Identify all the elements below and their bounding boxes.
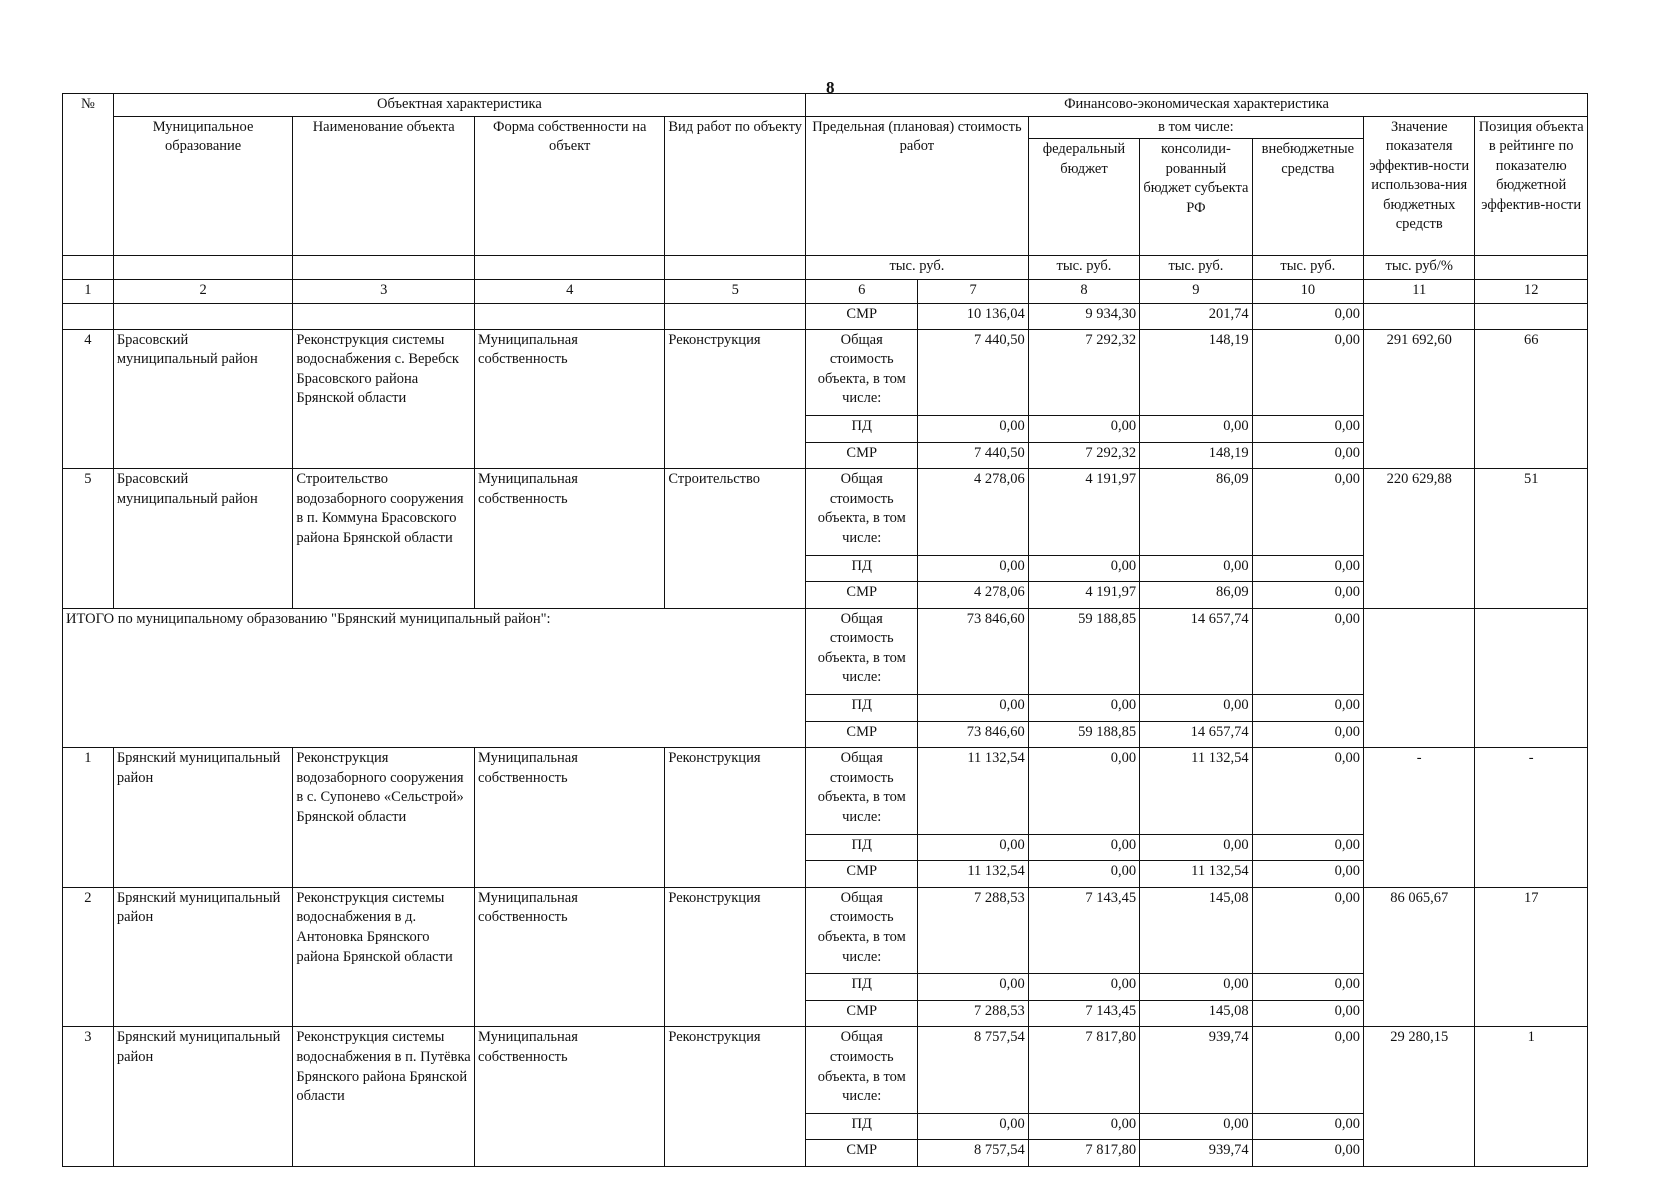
offbudget-value: 0,00 [1252, 695, 1363, 722]
municipality: Брянский муниципальный район [113, 1027, 293, 1167]
header-regional: консолиди-рованный бюджет субъекта РФ [1140, 139, 1252, 256]
col-num: 3 [293, 280, 475, 304]
offbudget-value: 0,00 [1252, 555, 1363, 582]
cost-value: 7 288,53 [918, 887, 1028, 973]
federal-value: 0,00 [1028, 748, 1139, 834]
rating-value: 17 [1475, 887, 1588, 1027]
municipality: Брасовский муниципальный район [113, 329, 293, 469]
offbudget-value: 0,00 [1252, 1000, 1363, 1027]
col-num: 2 [113, 280, 293, 304]
work-type: Реконструкция [665, 887, 806, 1027]
kind-label: СМР [806, 582, 918, 609]
offbudget-value: 0,00 [1252, 608, 1363, 694]
work-type: Реконструкция [665, 748, 806, 888]
header-work-type: Вид работ по объекту [665, 116, 806, 256]
regional-value: 201,74 [1140, 304, 1252, 330]
object-number: 4 [63, 329, 114, 469]
empty-cell [113, 304, 293, 330]
cost-value: 7 440,50 [918, 329, 1028, 415]
offbudget-value: 0,00 [1252, 1113, 1363, 1140]
regional-value: 939,74 [1140, 1140, 1252, 1167]
object-row [63, 748, 1588, 834]
efficiency-value: 220 629,88 [1364, 469, 1475, 609]
offbudget-value: 0,00 [1252, 721, 1363, 748]
kind-label: ПД [806, 695, 918, 722]
header-object-group: Объектная характеристика [113, 94, 805, 117]
offbudget-value: 0,00 [1252, 834, 1363, 861]
federal-value: 59 188,85 [1028, 721, 1139, 748]
empty-cell [1364, 608, 1475, 748]
regional-value: 11 132,54 [1140, 861, 1252, 888]
federal-value: 7 143,45 [1028, 887, 1139, 973]
federal-value: 0,00 [1028, 834, 1139, 861]
kind-label: ПД [806, 416, 918, 443]
federal-value: 0,00 [1028, 1113, 1139, 1140]
regional-value: 14 657,74 [1140, 721, 1252, 748]
efficiency-value: - [1364, 748, 1475, 888]
header-municipality: Муниципальное образование [113, 116, 293, 256]
offbudget-value: 0,00 [1252, 469, 1363, 555]
regional-value: 0,00 [1140, 1113, 1252, 1140]
offbudget-value: 0,00 [1252, 442, 1363, 469]
unit-offbudget: тыс. руб. [1252, 256, 1363, 280]
header-federal: федеральный бюджет [1028, 139, 1139, 256]
offbudget-value: 0,00 [1252, 416, 1363, 443]
header-finance-group: Финансово-экономическая характеристика [806, 94, 1588, 117]
kind-label: ПД [806, 1113, 918, 1140]
efficiency-value: 86 065,67 [1364, 887, 1475, 1027]
efficiency-value: 291 692,60 [1364, 329, 1475, 469]
col-num: 12 [1475, 280, 1588, 304]
ownership: Муниципальная собственность [475, 329, 665, 469]
col-num: 4 [475, 280, 665, 304]
cost-value: 11 132,54 [918, 748, 1028, 834]
kind-label: Общая стоимость объекта, в том числе: [806, 608, 918, 694]
empty-cell [1475, 608, 1588, 748]
itogo-row [63, 608, 1588, 694]
col-num: 10 [1252, 280, 1363, 304]
regional-value: 86,09 [1140, 582, 1252, 609]
work-type: Реконструкция [665, 329, 806, 469]
regional-value: 11 132,54 [1140, 748, 1252, 834]
carry-over-row [63, 304, 1588, 330]
federal-value: 9 934,30 [1028, 304, 1139, 330]
unit-cost: тыс. руб. [806, 256, 1029, 280]
cost-value: 8 757,54 [918, 1140, 1028, 1167]
ownership: Муниципальная собственность [475, 469, 665, 609]
regional-value: 148,19 [1140, 329, 1252, 415]
kind-label: Общая стоимость объекта, в том числе: [806, 748, 918, 834]
cost-value: 0,00 [918, 416, 1028, 443]
ownership: Муниципальная собственность [475, 1027, 665, 1167]
cost-value: 7 440,50 [918, 442, 1028, 469]
rating-value: 51 [1475, 469, 1588, 609]
regional-value: 14 657,74 [1140, 608, 1252, 694]
kind-label: ПД [806, 974, 918, 1001]
column-numbers-row [63, 280, 1588, 304]
kind-label: ПД [806, 834, 918, 861]
header-limit-cost: Предельная (плановая) стоимость работ [806, 116, 1029, 256]
empty-cell [63, 304, 114, 330]
object-row [63, 329, 1588, 415]
federal-value: 0,00 [1028, 416, 1139, 443]
offbudget-value: 0,00 [1252, 582, 1363, 609]
federal-value: 4 191,97 [1028, 582, 1139, 609]
page-number: 8 [826, 78, 835, 97]
regional-value: 939,74 [1140, 1027, 1252, 1113]
offbudget-value: 0,00 [1252, 887, 1363, 973]
unit-efficiency: тыс. руб/% [1364, 256, 1475, 280]
itogo-label: ИТОГО по муниципальному образованию "Брянский муниципальный район": [63, 608, 806, 748]
regional-value: 0,00 [1140, 974, 1252, 1001]
regional-value: 0,00 [1140, 555, 1252, 582]
offbudget-value: 0,00 [1252, 329, 1363, 415]
federal-value: 0,00 [1028, 861, 1139, 888]
kind-label: СМР [806, 1140, 918, 1167]
regional-value: 0,00 [1140, 834, 1252, 861]
cost-value: 11 132,54 [918, 861, 1028, 888]
offbudget-value: 0,00 [1252, 974, 1363, 1001]
regional-value: 0,00 [1140, 416, 1252, 443]
rating-value: 66 [1475, 329, 1588, 469]
table-body [63, 304, 1588, 1167]
kind-label: СМР [806, 442, 918, 469]
header-rating: Позиция объекта в рейтинге по показателю бюджетной эффектив-ности [1475, 116, 1588, 256]
col-num: 1 [63, 280, 114, 304]
kind-label: СМР [806, 721, 918, 748]
federal-value: 7 292,32 [1028, 442, 1139, 469]
kind-label: СМР [806, 861, 918, 888]
kind-label: ПД [806, 555, 918, 582]
regional-value: 0,00 [1140, 695, 1252, 722]
federal-value: 7 292,32 [1028, 329, 1139, 415]
unit-regional: тыс. руб. [1140, 256, 1252, 280]
object-number: 3 [63, 1027, 114, 1167]
object-number: 2 [63, 887, 114, 1027]
object-name: Реконструкция водозаборного сооружения в с. Супонево «Сельстрой» Брянской области [293, 748, 475, 888]
kind-label: СМР [806, 1000, 918, 1027]
col-num: 11 [1364, 280, 1475, 304]
municipality: Брянский муниципальный район [113, 748, 293, 888]
table-header [63, 94, 1588, 304]
ownership: Муниципальная собственность [475, 748, 665, 888]
header-no: № [63, 94, 114, 256]
rating-value: 1 [1475, 1027, 1588, 1167]
empty-cell [1475, 304, 1588, 330]
empty-cell [475, 304, 665, 330]
object-name: Строительство водозаборного сооружения в п. Коммуна Брасовского района Брянской области [293, 469, 475, 609]
efficiency-value: 29 280,15 [1364, 1027, 1475, 1167]
cost-value: 4 278,06 [918, 582, 1028, 609]
kind-label: Общая стоимость объекта, в том числе: [806, 1027, 918, 1113]
federal-value: 59 188,85 [1028, 608, 1139, 694]
municipality: Брасовский муниципальный район [113, 469, 293, 609]
unit-federal: тыс. руб. [1028, 256, 1139, 280]
header-offbudget: внебюджетные средства [1252, 139, 1363, 256]
object-row [63, 887, 1588, 973]
federal-value: 7 817,80 [1028, 1027, 1139, 1113]
object-name: Реконструкция системы водоснабжения с. Веребск Брасовского района Брянской области [293, 329, 475, 469]
cost-value: 7 288,53 [918, 1000, 1028, 1027]
empty-cell [293, 304, 475, 330]
object-number: 1 [63, 748, 114, 888]
cost-value: 8 757,54 [918, 1027, 1028, 1113]
kind-label: Общая стоимость объекта, в том числе: [806, 887, 918, 973]
object-row [63, 469, 1588, 555]
empty-cell [665, 304, 806, 330]
regional-value: 86,09 [1140, 469, 1252, 555]
header-efficiency: Значение показателя эффектив-ности использова-ния бюджетных средств [1364, 116, 1475, 256]
header-including: в том числе: [1028, 116, 1363, 139]
cost-value: 73 846,60 [918, 608, 1028, 694]
object-number: 5 [63, 469, 114, 609]
federal-value: 4 191,97 [1028, 469, 1139, 555]
investment-objects-table [62, 93, 1588, 1167]
object-name: Реконструкция системы водоснабжения в п. Путёвка Брянского района Брянской области [293, 1027, 475, 1167]
object-name: Реконструкция системы водоснабжения в д. Антоновка Брянского района Брянской области [293, 887, 475, 1027]
col-num: 6 [806, 280, 918, 304]
offbudget-value: 0,00 [1252, 304, 1363, 330]
cost-value: 10 136,04 [918, 304, 1028, 330]
col-num: 9 [1140, 280, 1252, 304]
offbudget-value: 0,00 [1252, 1140, 1363, 1167]
cost-value: 0,00 [918, 555, 1028, 582]
col-num: 7 [918, 280, 1028, 304]
kind-label: Общая стоимость объекта, в том числе: [806, 329, 918, 415]
header-object-name: Наименование объекта [293, 116, 475, 256]
col-num: 8 [1028, 280, 1139, 304]
cost-value: 0,00 [918, 974, 1028, 1001]
federal-value: 7 143,45 [1028, 1000, 1139, 1027]
cost-value: 0,00 [918, 695, 1028, 722]
work-type: Строительство [665, 469, 806, 609]
cost-value: 0,00 [918, 1113, 1028, 1140]
federal-value: 7 817,80 [1028, 1140, 1139, 1167]
cost-value: 4 278,06 [918, 469, 1028, 555]
offbudget-value: 0,00 [1252, 748, 1363, 834]
work-type: Реконструкция [665, 1027, 806, 1167]
federal-value: 0,00 [1028, 974, 1139, 1001]
regional-value: 145,08 [1140, 1000, 1252, 1027]
kind-label: СМР [806, 304, 918, 330]
offbudget-value: 0,00 [1252, 1027, 1363, 1113]
kind-label: Общая стоимость объекта, в том числе: [806, 469, 918, 555]
empty-cell [1364, 304, 1475, 330]
object-row [63, 1027, 1588, 1113]
rating-value: - [1475, 748, 1588, 888]
cost-value: 73 846,60 [918, 721, 1028, 748]
header-ownership: Форма собственности на объект [475, 116, 665, 256]
offbudget-value: 0,00 [1252, 861, 1363, 888]
federal-value: 0,00 [1028, 695, 1139, 722]
cost-value: 0,00 [918, 834, 1028, 861]
regional-value: 148,19 [1140, 442, 1252, 469]
municipality: Брянский муниципальный район [113, 887, 293, 1027]
federal-value: 0,00 [1028, 555, 1139, 582]
regional-value: 145,08 [1140, 887, 1252, 973]
col-num: 5 [665, 280, 806, 304]
ownership: Муниципальная собственность [475, 887, 665, 1027]
